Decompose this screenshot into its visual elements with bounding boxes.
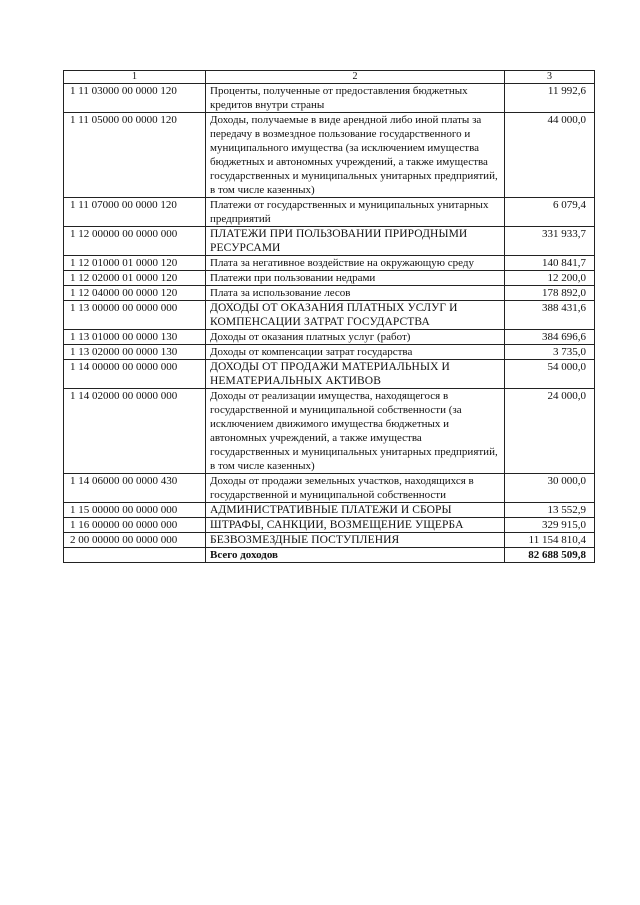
row-code: 1 13 02000 00 0000 130	[64, 345, 206, 360]
table-row	[64, 345, 595, 360]
total-amount: 82 688 509,8	[505, 548, 595, 563]
row-code: 1 12 02000 01 0000 120	[64, 271, 206, 286]
table-header-row	[64, 71, 595, 84]
row-name: Доходы, получаемые в виде арендной либо иной платы за передачу в возмездное пользование государственного и муниципального имущества (за исключением имущества бюджетных и автономных учреждений, а также имущества государственных и муниципальных унитарных предприятий, в том числе казенных)	[206, 113, 505, 198]
row-name: АДМИНИСТРАТИВНЫЕ ПЛАТЕЖИ И СБОРЫ	[206, 503, 505, 518]
table-row	[64, 360, 595, 389]
row-code: 1 15 00000 00 0000 000	[64, 503, 206, 518]
row-amount: 331 933,7	[505, 227, 595, 256]
row-code: 1 11 03000 00 0000 120	[64, 84, 206, 113]
row-code: 1 16 00000 00 0000 000	[64, 518, 206, 533]
table-row	[64, 389, 595, 474]
table-row	[64, 113, 595, 198]
total-row	[64, 548, 595, 563]
row-amount: 140 841,7	[505, 256, 595, 271]
row-amount: 13 552,9	[505, 503, 595, 518]
row-code: 1 12 01000 01 0000 120	[64, 256, 206, 271]
row-name: Плата за негативное воздействие на окружающую среду	[206, 256, 505, 271]
row-amount: 11 154 810,4	[505, 533, 595, 548]
column-header-amount: 3	[505, 71, 595, 84]
row-name: Плата за использование лесов	[206, 286, 505, 301]
table-row	[64, 533, 595, 548]
row-amount: 178 892,0	[505, 286, 595, 301]
row-amount: 3 735,0	[505, 345, 595, 360]
row-amount: 30 000,0	[505, 474, 595, 503]
table-row	[64, 301, 595, 330]
row-name: Платежи от государственных и муниципальных унитарных предприятий	[206, 198, 505, 227]
row-amount: 388 431,6	[505, 301, 595, 330]
row-amount: 11 992,6	[505, 84, 595, 113]
row-code: 1 12 04000 00 0000 120	[64, 286, 206, 301]
row-name: БЕЗВОЗМЕЗДНЫЕ ПОСТУПЛЕНИЯ	[206, 533, 505, 548]
row-name: Платежи при пользовании недрами	[206, 271, 505, 286]
table-row	[64, 198, 595, 227]
table-row	[64, 286, 595, 301]
table-row	[64, 271, 595, 286]
row-amount: 12 200,0	[505, 271, 595, 286]
row-code: 1 11 07000 00 0000 120	[64, 198, 206, 227]
row-code: 1 14 00000 00 0000 000	[64, 360, 206, 389]
row-name: Доходы от продажи земельных участков, находящихся в государственной и муниципальной собственности	[206, 474, 505, 503]
row-name: Доходы от оказания платных услуг (работ)	[206, 330, 505, 345]
column-header-code: 1	[64, 71, 206, 84]
row-code: 1 13 01000 00 0000 130	[64, 330, 206, 345]
row-code: 1 14 06000 00 0000 430	[64, 474, 206, 503]
row-code: 2 00 00000 00 0000 000	[64, 533, 206, 548]
table-row	[64, 474, 595, 503]
table-row	[64, 227, 595, 256]
table-row	[64, 256, 595, 271]
column-header-name: 2	[206, 71, 505, 84]
revenue-table	[63, 70, 595, 563]
row-code: 1 12 00000 00 0000 000	[64, 227, 206, 256]
row-amount: 329 915,0	[505, 518, 595, 533]
total-label: Всего доходов	[206, 548, 505, 563]
row-name: ШТРАФЫ, САНКЦИИ, ВОЗМЕЩЕНИЕ УЩЕРБА	[206, 518, 505, 533]
row-name: ПЛАТЕЖИ ПРИ ПОЛЬЗОВАНИИ ПРИРОДНЫМИ РЕСУРСАМИ	[206, 227, 505, 256]
row-amount: 44 000,0	[505, 113, 595, 198]
row-amount: 24 000,0	[505, 389, 595, 474]
table-row	[64, 518, 595, 533]
table-body	[64, 84, 595, 548]
row-amount: 54 000,0	[505, 360, 595, 389]
row-code: 1 14 02000 00 0000 000	[64, 389, 206, 474]
row-name: Доходы от реализации имущества, находящегося в государственной и муниципальной собственности (за исключением движимого имущества бюджетных и автономных учреждений, а также имущества государственных и муниципальных унитарных предприятий, в том числе казенных)	[206, 389, 505, 474]
row-name: ДОХОДЫ ОТ ПРОДАЖИ МАТЕРИАЛЬНЫХ И НЕМАТЕРИАЛЬНЫХ АКТИВОВ	[206, 360, 505, 389]
table-row	[64, 330, 595, 345]
row-name: ДОХОДЫ ОТ ОКАЗАНИЯ ПЛАТНЫХ УСЛУГ И КОМПЕНСАЦИИ ЗАТРАТ ГОСУДАРСТВА	[206, 301, 505, 330]
row-amount: 6 079,4	[505, 198, 595, 227]
table-row	[64, 84, 595, 113]
row-amount: 384 696,6	[505, 330, 595, 345]
row-name: Проценты, полученные от предоставления бюджетных кредитов внутри страны	[206, 84, 505, 113]
row-code: 1 13 00000 00 0000 000	[64, 301, 206, 330]
total-code	[64, 548, 206, 563]
revenue-table-container	[63, 70, 594, 563]
row-code: 1 11 05000 00 0000 120	[64, 113, 206, 198]
row-name: Доходы от компенсации затрат государства	[206, 345, 505, 360]
table-row	[64, 503, 595, 518]
